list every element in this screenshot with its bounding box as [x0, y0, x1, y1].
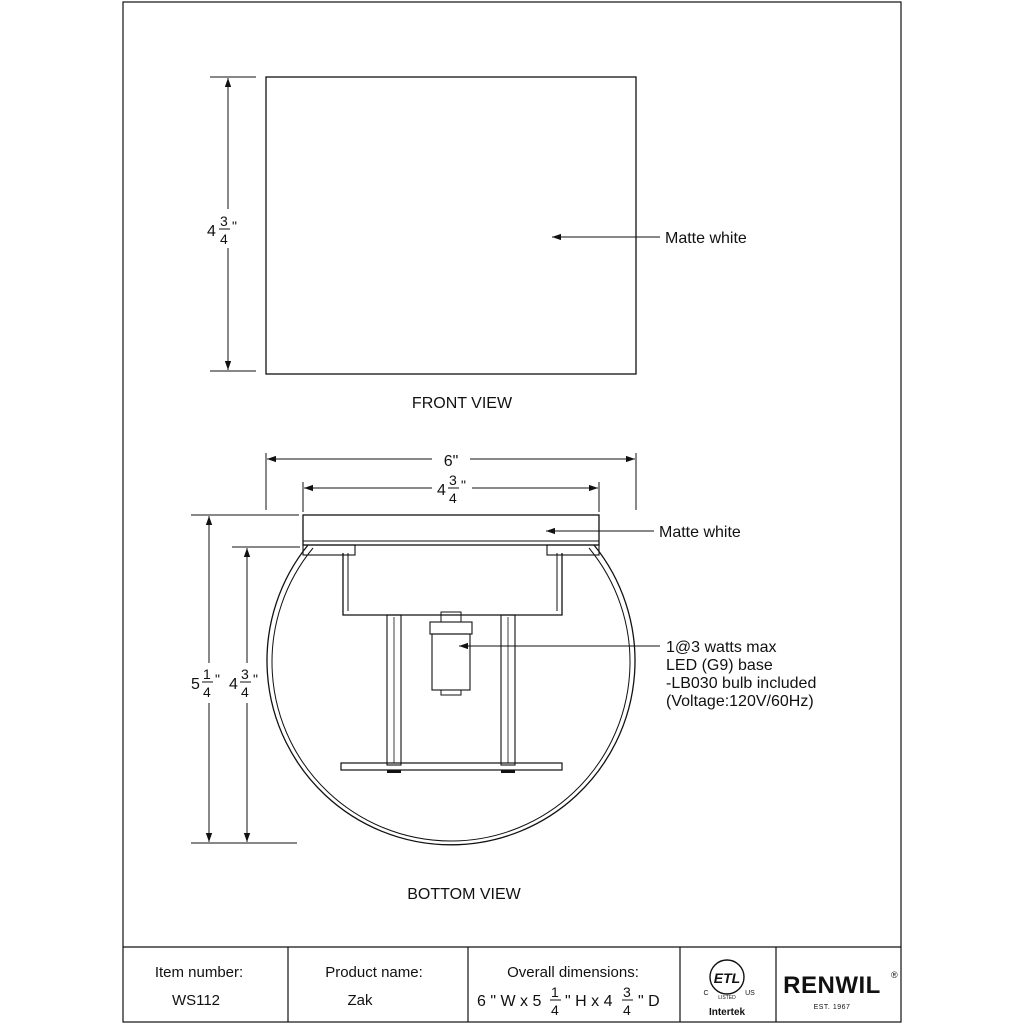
item-number-value: WS112	[171, 992, 221, 1009]
socket-top	[441, 612, 461, 622]
right-post-foot	[501, 770, 515, 773]
front-view-title: FRONT VIEW	[411, 395, 513, 412]
front-view-shade	[266, 77, 636, 374]
dims-w-den: 4	[551, 1002, 559, 1018]
overall-height-num: 1	[203, 666, 211, 682]
inner-height-den: 4	[241, 684, 249, 700]
plate-width-whole: 4	[437, 482, 446, 499]
bulb-tip	[441, 690, 461, 695]
front-height-den: 4	[220, 231, 228, 247]
brand-logo: RENWIL	[783, 972, 881, 999]
product-name-value: Zak	[347, 992, 373, 1009]
bottom-finish-label: Matte white	[659, 524, 741, 541]
etl-intertek: Intertek	[708, 1007, 746, 1018]
bulb-note-line-1: 1@3 watts max	[666, 639, 777, 656]
overall-dimensions-label: Overall dimensions:	[507, 964, 639, 981]
bottom-width-label: 6"	[443, 453, 459, 470]
bottom-view-title: BOTTOM VIEW	[407, 886, 521, 903]
overall-height-den: 4	[203, 684, 211, 700]
overall-height-whole: 5	[191, 676, 200, 693]
plate-width-den: 4	[449, 490, 457, 506]
item-number-label: Item number:	[154, 964, 244, 981]
plate-width-num: 3	[449, 472, 457, 488]
bulb-note-line-4: (Voltage:120V/60Hz)	[666, 693, 814, 710]
etl-c: C	[703, 990, 709, 997]
bulb-note-line-2: LED (G9) base	[666, 657, 773, 674]
bottom-view	[191, 453, 816, 903]
dims-h-num: 3	[623, 984, 631, 1000]
dims-w-num: 1	[551, 984, 559, 1000]
inner-height-num: 3	[241, 666, 249, 682]
bulb-body	[432, 634, 470, 690]
page-border	[123, 2, 901, 1022]
front-height-whole: 4	[207, 223, 216, 240]
dims-depth-text: " D	[638, 993, 660, 1010]
brand-registered: ®	[891, 970, 898, 980]
overall-height-mark: "	[215, 671, 220, 687]
front-finish-label: Matte white	[665, 230, 747, 247]
dims-h-den: 4	[623, 1002, 631, 1018]
inner-height-whole: 4	[229, 676, 238, 693]
canopy-box	[343, 553, 562, 615]
etl-listed: LISTED	[718, 995, 736, 1001]
diffuser-plate	[341, 763, 562, 770]
bulb-note-line-3: -LB030 bulb included	[666, 675, 817, 692]
inner-height-mark: "	[253, 671, 258, 687]
dims-width-text: 6 " W x 5	[477, 993, 542, 1010]
etl-listed-logo	[703, 960, 755, 1018]
dims-height-text: " H x 4	[565, 993, 613, 1010]
front-height-mark: "	[232, 218, 237, 234]
socket-collar	[430, 622, 472, 634]
brand-established: EST. 1967	[813, 1004, 851, 1011]
product-name-label: Product name:	[325, 964, 423, 981]
left-post-foot	[387, 770, 401, 773]
front-view	[207, 77, 747, 412]
etl-mark: ETL	[713, 970, 741, 986]
etl-us: US	[745, 990, 755, 997]
front-height-num: 3	[220, 213, 228, 229]
title-block	[123, 947, 901, 1022]
plate-width-mark: "	[461, 477, 466, 493]
